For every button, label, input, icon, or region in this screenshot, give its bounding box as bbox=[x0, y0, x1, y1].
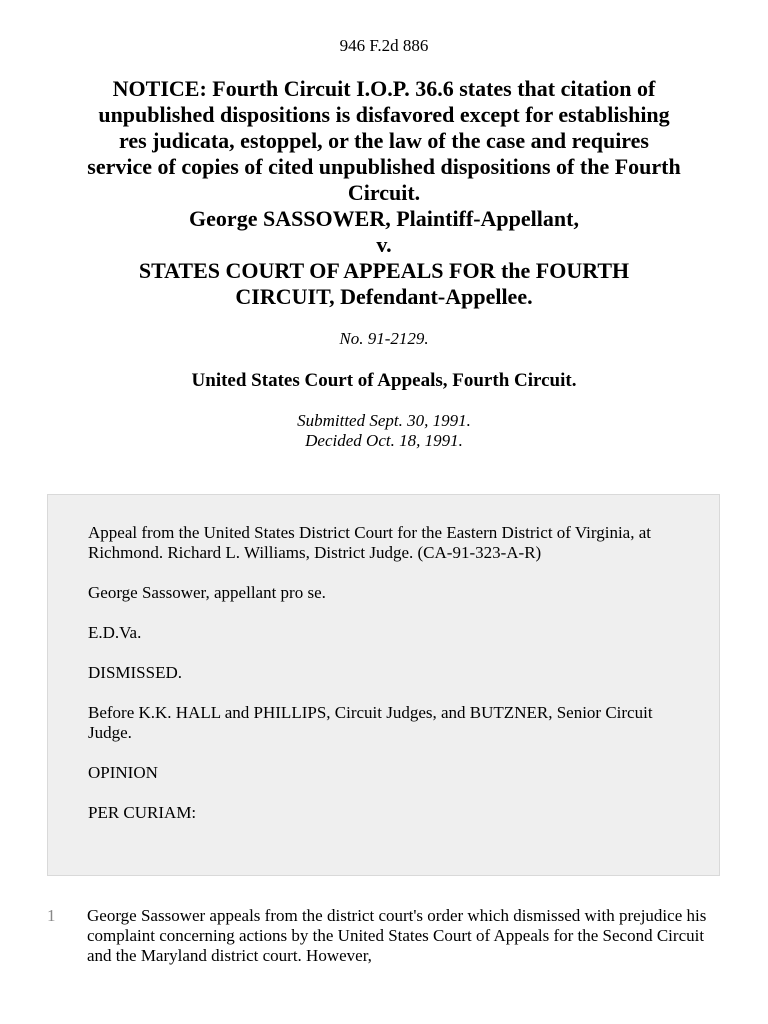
disposition-text: DISMISSED. bbox=[88, 663, 182, 682]
notice-line: unpublished dispositions is disfavored except for establishing bbox=[98, 102, 670, 127]
notice-line: service of copies of cited unpublished dispositions of the Fourth bbox=[87, 154, 681, 179]
counsel-text: George Sassower, appellant pro se. bbox=[88, 583, 326, 602]
submitted-date: Submitted Sept. 30, 1991. bbox=[297, 411, 471, 430]
notice-line: res judicata, estoppel, or the law of the case and requires bbox=[118, 128, 649, 153]
case-dates bbox=[0, 411, 768, 451]
opinion-paragraph bbox=[0, 906, 768, 966]
versus: v. bbox=[376, 232, 392, 257]
notice-line: Circuit. bbox=[347, 180, 421, 205]
defendant-name-line2: CIRCUIT, Defendant-Appellee. bbox=[235, 284, 533, 309]
decided-date: Decided Oct. 18, 1991. bbox=[305, 431, 463, 450]
court-name: United States Court of Appeals, Fourth Circuit. bbox=[191, 370, 577, 391]
docket-number: No. 91-2129. bbox=[339, 329, 429, 348]
court-abbreviation: E.D.Va. bbox=[88, 623, 142, 642]
panel-text: Before K.K. HALL and PHILLIPS, Circuit Judges, and BUTZNER, Senior Circuit Judge. bbox=[88, 703, 653, 742]
opinion-label: OPINION bbox=[88, 763, 158, 782]
plaintiff-name: George SASSOWER, Plaintiff-Appellant, bbox=[189, 206, 579, 231]
appeal-from-text: Appeal from the United States District Court for the Eastern District of Virginia, at Richmond. Richard L. Williams, District Judge. (CA-91-323-A-R) bbox=[88, 523, 652, 562]
case-summary-box bbox=[47, 494, 720, 876]
paragraph-number: 1 bbox=[47, 906, 56, 925]
notice-heading bbox=[40, 76, 728, 310]
notice-line: NOTICE: Fourth Circuit I.O.P. 36.6 states that citation of bbox=[112, 76, 656, 101]
paragraph-text: George Sassower appeals from the district court's order which dismissed with prejudice his complaint concerning actions by the United States Court of Appeals for the Second Circuit and the Maryland district court. However, bbox=[87, 906, 707, 965]
per-curiam-label: PER CURIAM: bbox=[88, 803, 197, 822]
defendant-name-line1: STATES COURT OF APPEALS FOR the FOURTH bbox=[138, 258, 630, 283]
case-citation: 946 F.2d 886 bbox=[339, 36, 429, 55]
